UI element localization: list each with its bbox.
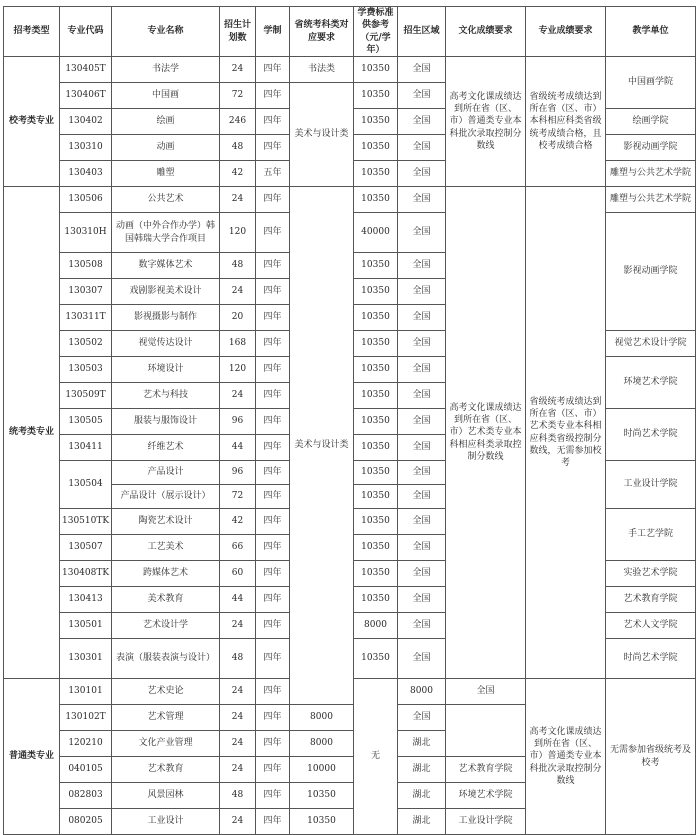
name-cell: 环境设计 — [112, 357, 220, 383]
header-duration: 学制 — [256, 7, 290, 57]
plan-cell: 96 — [220, 461, 256, 485]
code-cell: 130508 — [60, 253, 112, 279]
duration-cell: 四年 — [256, 679, 290, 705]
region-cell: 全国 — [398, 409, 446, 435]
duration-cell: 四年 — [256, 109, 290, 135]
fee-cell: 10350 — [354, 135, 398, 161]
region-cell: 全国 — [398, 305, 446, 331]
header-name: 专业名称 — [112, 7, 220, 57]
table-row — [4, 187, 696, 213]
plan-cell: 48 — [220, 253, 256, 279]
code-cell: 082803 — [60, 783, 112, 809]
plan-cell: 44 — [220, 587, 256, 613]
plan-cell: 24 — [220, 57, 256, 83]
fee-cell: 8000 — [290, 705, 354, 731]
admissions-table — [3, 6, 696, 835]
header-culture-req: 文化成绩要求 — [446, 7, 526, 57]
region-cell: 全国 — [398, 279, 446, 305]
code-cell: 130406T — [60, 83, 112, 109]
fee-cell: 10350 — [354, 187, 398, 213]
fee-cell: 10350 — [354, 461, 398, 485]
unit-cell: 实验艺术学院 — [606, 561, 696, 587]
plan-cell: 72 — [220, 485, 256, 509]
region-cell: 全国 — [398, 587, 446, 613]
code-cell: 130502 — [60, 331, 112, 357]
duration-cell: 四年 — [256, 461, 290, 485]
duration-cell: 四年 — [256, 213, 290, 253]
plan-cell: 168 — [220, 331, 256, 357]
category-cell: 校考类专业 — [4, 57, 60, 187]
name-cell: 雕塑 — [112, 161, 220, 187]
plan-cell: 24 — [220, 705, 256, 731]
region-cell: 全国 — [398, 57, 446, 83]
code-cell: 130405T — [60, 57, 112, 83]
duration-cell: 四年 — [256, 587, 290, 613]
plan-cell: 48 — [220, 783, 256, 809]
plan-cell: 24 — [220, 731, 256, 757]
region-cell: 全国 — [398, 213, 446, 253]
name-cell: 产品设计（展示设计） — [112, 485, 220, 509]
duration-cell: 四年 — [256, 383, 290, 409]
code-cell: 040105 — [60, 757, 112, 783]
region-cell: 全国 — [398, 561, 446, 587]
major-req-cell: 无需参加省级统考及校考 — [606, 679, 696, 835]
unit-cell: 视觉艺术设计学院 — [606, 331, 696, 357]
region-cell: 全国 — [398, 639, 446, 679]
region-cell: 全国 — [398, 435, 446, 461]
name-cell: 美术教育 — [112, 587, 220, 613]
fee-cell: 10350 — [290, 783, 354, 809]
fee-cell: 10350 — [354, 383, 398, 409]
code-cell: 130501 — [60, 613, 112, 639]
unit-cell: 时尚艺术学院 — [606, 639, 696, 679]
culture-req-cell: 高考文化课成绩达到所在省（区、市）艺术类专业本科相应科类录取控制分数线 — [446, 187, 526, 679]
code-cell: 130506 — [60, 187, 112, 213]
fee-cell: 10350 — [354, 587, 398, 613]
duration-cell: 四年 — [256, 279, 290, 305]
region-cell: 全国 — [398, 509, 446, 535]
name-cell: 书法学 — [112, 57, 220, 83]
duration-cell: 四年 — [256, 253, 290, 279]
fee-cell: 10350 — [354, 83, 398, 109]
name-cell: 陶瓷艺术设计 — [112, 509, 220, 535]
header-region: 招生区域 — [398, 7, 446, 57]
region-cell: 全国 — [398, 485, 446, 509]
table-body — [4, 57, 696, 835]
region-cell: 全国 — [398, 253, 446, 279]
code-cell: 130301 — [60, 639, 112, 679]
plan-cell: 72 — [220, 83, 256, 109]
fee-cell: 8000 — [354, 613, 398, 639]
plan-cell: 120 — [220, 213, 256, 253]
unit-cell: 艺术教育学院 — [606, 587, 696, 613]
name-cell: 服装与服饰设计 — [112, 409, 220, 435]
duration-cell: 四年 — [256, 783, 290, 809]
plan-cell: 246 — [220, 109, 256, 135]
code-cell: 130307 — [60, 279, 112, 305]
unit-cell: 艺术人文学院 — [606, 613, 696, 639]
unit-cell: 绘画学院 — [606, 109, 696, 135]
major-req-cell: 省级统考成绩达到所在省（区、市）本科相应科类省级统考成绩合格，且校考成绩合格 — [526, 57, 606, 187]
region-cell: 全国 — [398, 135, 446, 161]
code-cell: 130403 — [60, 161, 112, 187]
subject-req-cell: 美术与设计类 — [290, 83, 354, 187]
plan-cell: 120 — [220, 357, 256, 383]
code-cell: 130509T — [60, 383, 112, 409]
duration-cell: 四年 — [256, 613, 290, 639]
fee-cell: 10350 — [290, 809, 354, 835]
name-cell: 表演（服装表演与设计） — [112, 639, 220, 679]
name-cell: 艺术与科技 — [112, 383, 220, 409]
table-row — [4, 57, 696, 83]
major-req-cell: 省级统考成绩达到所在省（区、市）艺术类专业本科相应科类省级控制分数线，无需参加校考 — [526, 187, 606, 679]
duration-cell: 四年 — [256, 187, 290, 213]
subject-req-cell: 书法类 — [290, 57, 354, 83]
unit-cell: 环境艺术学院 — [606, 357, 696, 409]
name-cell: 风景园林 — [112, 783, 220, 809]
header-major-req: 专业成绩要求 — [526, 7, 606, 57]
culture-req-cell: 高考文化课成绩达到所在省（区、市）普通类专业本科批次录取控制分数线 — [446, 57, 526, 187]
header-unit: 教学单位 — [606, 7, 696, 57]
fee-cell: 10350 — [354, 253, 398, 279]
region-cell: 全国 — [398, 331, 446, 357]
subject-req-cell: 美术与设计类 — [290, 187, 354, 705]
region-cell: 全国 — [446, 679, 526, 705]
name-cell: 纤维艺术 — [112, 435, 220, 461]
duration-cell: 五年 — [256, 161, 290, 187]
fee-cell: 10000 — [290, 757, 354, 783]
duration-cell: 四年 — [256, 639, 290, 679]
name-cell: 艺术教育 — [112, 757, 220, 783]
name-cell: 动画 — [112, 135, 220, 161]
duration-cell: 四年 — [256, 435, 290, 461]
fee-cell: 10350 — [354, 485, 398, 509]
fee-cell: 8000 — [398, 679, 446, 705]
code-cell: 130402 — [60, 109, 112, 135]
fee-cell: 10350 — [354, 409, 398, 435]
unit-cell: 中国画学院 — [606, 57, 696, 109]
duration-cell: 四年 — [256, 535, 290, 561]
category-cell: 统考类专业 — [4, 187, 60, 679]
fee-cell: 10350 — [354, 509, 398, 535]
fee-cell: 10350 — [354, 561, 398, 587]
unit-cell: 时尚艺术学院 — [606, 409, 696, 461]
name-cell: 跨媒体艺术 — [112, 561, 220, 587]
unit-cell: 影视动画学院 — [606, 213, 696, 331]
name-cell: 影视摄影与制作 — [112, 305, 220, 331]
name-cell: 数字媒体艺术 — [112, 253, 220, 279]
name-cell: 艺术管理 — [112, 705, 220, 731]
name-cell: 工业设计 — [112, 809, 220, 835]
duration-cell: 四年 — [256, 757, 290, 783]
name-cell: 艺术设计学 — [112, 613, 220, 639]
code-cell: 130310 — [60, 135, 112, 161]
name-cell: 公共艺术 — [112, 187, 220, 213]
name-cell: 文化产业管理 — [112, 731, 220, 757]
region-cell: 全国 — [398, 187, 446, 213]
header-category: 招考类型 — [4, 7, 60, 57]
fee-cell: 10350 — [354, 57, 398, 83]
code-cell: 080205 — [60, 809, 112, 835]
plan-cell: 66 — [220, 535, 256, 561]
plan-cell: 44 — [220, 435, 256, 461]
code-cell: 130413 — [60, 587, 112, 613]
fee-cell: 10350 — [354, 435, 398, 461]
unit-cell: 艺术教育学院 — [446, 757, 526, 783]
culture-req-cell: 高考文化课成绩达到所在省（区、市）普通类专业本科批次录取控制分数线 — [526, 679, 606, 835]
fee-cell: 10350 — [354, 305, 398, 331]
fee-cell: 10350 — [354, 109, 398, 135]
plan-cell: 96 — [220, 409, 256, 435]
fee-cell: 10350 — [354, 279, 398, 305]
region-cell: 全国 — [398, 613, 446, 639]
duration-cell: 四年 — [256, 485, 290, 509]
name-cell: 动画（中外合作办学）韩国韩瑞大学合作项目 — [112, 213, 220, 253]
plan-cell: 20 — [220, 305, 256, 331]
plan-cell: 48 — [220, 639, 256, 679]
plan-cell: 24 — [220, 679, 256, 705]
duration-cell: 四年 — [256, 409, 290, 435]
plan-cell: 24 — [220, 383, 256, 409]
region-cell: 全国 — [398, 383, 446, 409]
duration-cell: 四年 — [256, 809, 290, 835]
plan-cell: 48 — [220, 135, 256, 161]
plan-cell: 42 — [220, 161, 256, 187]
unit-cell: 环境艺术学院 — [446, 783, 526, 809]
unit-cell: 雕塑与公共艺术学院 — [606, 161, 696, 187]
duration-cell: 四年 — [256, 705, 290, 731]
name-cell: 艺术史论 — [112, 679, 220, 705]
unit-cell: 工业设计学院 — [606, 461, 696, 509]
region-cell: 全国 — [398, 161, 446, 187]
fee-cell: 10350 — [354, 331, 398, 357]
name-cell: 中国画 — [112, 83, 220, 109]
region-cell: 湖北 — [398, 809, 446, 835]
name-cell: 产品设计 — [112, 461, 220, 485]
duration-cell: 四年 — [256, 57, 290, 83]
plan-cell: 24 — [220, 187, 256, 213]
code-cell: 130101 — [60, 679, 112, 705]
unit-cell: 工业设计学院 — [446, 809, 526, 835]
duration-cell: 四年 — [256, 509, 290, 535]
code-cell: 130503 — [60, 357, 112, 383]
region-cell: 全国 — [398, 705, 446, 731]
duration-cell: 四年 — [256, 83, 290, 109]
duration-cell: 四年 — [256, 135, 290, 161]
fee-cell: 40000 — [354, 213, 398, 253]
unit-cell: 影视动画学院 — [606, 135, 696, 161]
name-cell: 工艺美术 — [112, 535, 220, 561]
name-cell: 视觉传达设计 — [112, 331, 220, 357]
region-cell: 湖北 — [398, 731, 446, 757]
plan-cell: 24 — [220, 613, 256, 639]
header-subject-req: 省统考科类对应要求 — [290, 7, 354, 57]
unit-cell: 手工艺学院 — [606, 509, 696, 561]
code-cell: 130507 — [60, 535, 112, 561]
fee-cell: 10350 — [354, 639, 398, 679]
region-cell: 湖北 — [398, 757, 446, 783]
plan-cell: 42 — [220, 509, 256, 535]
region-cell: 全国 — [398, 357, 446, 383]
code-cell: 130408TK — [60, 561, 112, 587]
code-cell: 130510TK — [60, 509, 112, 535]
duration-cell: 四年 — [256, 561, 290, 587]
code-cell: 130411 — [60, 435, 112, 461]
header-code: 专业代码 — [60, 7, 112, 57]
table-header-row — [4, 7, 696, 57]
code-cell: 130504 — [60, 461, 112, 509]
code-cell: 130102T — [60, 705, 112, 731]
region-cell: 全国 — [398, 535, 446, 561]
duration-cell: 四年 — [256, 305, 290, 331]
subject-req-cell: 无 — [354, 679, 398, 835]
fee-cell: 8000 — [290, 731, 354, 757]
region-cell: 湖北 — [398, 783, 446, 809]
fee-cell: 10350 — [354, 161, 398, 187]
name-cell: 戏剧影视美术设计 — [112, 279, 220, 305]
code-cell: 130505 — [60, 409, 112, 435]
category-cell: 普通类专业 — [4, 679, 60, 835]
region-cell: 全国 — [398, 83, 446, 109]
code-cell: 120210 — [60, 731, 112, 757]
duration-cell: 四年 — [256, 731, 290, 757]
fee-cell: 10350 — [354, 357, 398, 383]
region-cell: 全国 — [398, 109, 446, 135]
header-fee: 学费标准供参考（元/学年） — [354, 7, 398, 57]
unit-cell: 雕塑与公共艺术学院 — [606, 187, 696, 213]
code-cell: 130310H — [60, 213, 112, 253]
name-cell: 绘画 — [112, 109, 220, 135]
duration-cell: 四年 — [256, 357, 290, 383]
plan-cell: 24 — [220, 757, 256, 783]
header-plan: 招生计划数 — [220, 7, 256, 57]
plan-cell: 60 — [220, 561, 256, 587]
plan-cell: 24 — [220, 279, 256, 305]
code-cell: 130311T — [60, 305, 112, 331]
region-cell: 全国 — [398, 461, 446, 485]
duration-cell: 四年 — [256, 331, 290, 357]
fee-cell: 10350 — [354, 535, 398, 561]
plan-cell: 24 — [220, 809, 256, 835]
